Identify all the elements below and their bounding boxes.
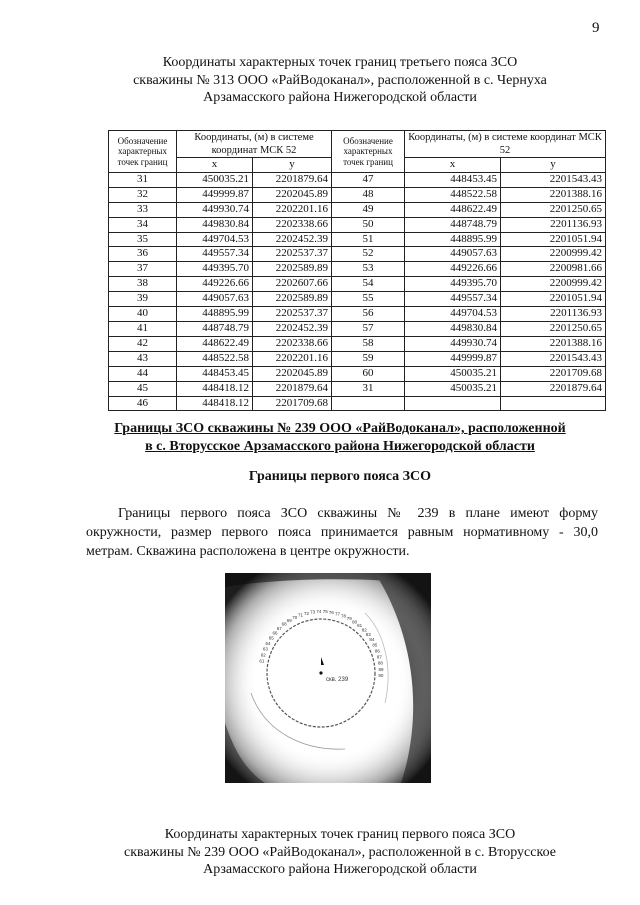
table-cell-y2: 2201543.43 — [501, 172, 606, 187]
point-label: 88 — [377, 660, 383, 666]
table-cell-x1: 448622.49 — [177, 336, 253, 351]
table-cell-p1: 33 — [109, 202, 177, 217]
table-caption-first-zone — [70, 826, 610, 879]
table-cell-p1: 37 — [109, 262, 177, 277]
table-cell-x1: 448522.58 — [177, 351, 253, 366]
table-cell-x1: 449999.87 — [177, 187, 253, 202]
table-cell-y1: 2202201.16 — [253, 351, 332, 366]
table-cell-x1: 448748.79 — [177, 321, 253, 336]
table-cell-x2: 448622.49 — [405, 202, 501, 217]
point-label: 67 — [276, 625, 282, 631]
well-point — [319, 671, 322, 674]
point-label: 85 — [372, 642, 378, 648]
table-cell-y2: 2201250.65 — [501, 202, 606, 217]
table-cell-x1: 449830.84 — [177, 217, 253, 232]
table-cell-x2: 449226.66 — [405, 262, 501, 277]
caption-line: скважины № 239 ООО «РайВодоканал», расположенной в с. Вторусское — [124, 844, 556, 860]
table-cell-y2: 2201051.94 — [501, 232, 606, 247]
table-cell-y1: 2201709.68 — [253, 396, 332, 411]
table-cell-y2: 2200981.66 — [501, 262, 606, 277]
header-point-id: Обозначение характерных точек границ — [332, 131, 405, 173]
table-row — [109, 351, 606, 366]
point-label: 83 — [365, 632, 371, 638]
table-cell-y1: 2202537.37 — [253, 247, 332, 262]
table-cell-y2: 2201250.65 — [501, 321, 606, 336]
header-x: x — [177, 158, 253, 173]
table-row — [109, 187, 606, 202]
point-label: 68 — [281, 621, 287, 627]
table-cell-y1: 2202589.89 — [253, 262, 332, 277]
table-cell-y1: 2202045.89 — [253, 187, 332, 202]
point-label: 90 — [378, 673, 384, 679]
table-row — [109, 172, 606, 187]
table-cell-x1: 449057.63 — [177, 292, 253, 307]
point-label: 80 — [352, 619, 358, 625]
point-label: 63 — [262, 646, 268, 652]
point-label: 62 — [260, 652, 266, 658]
table-body — [109, 172, 606, 411]
table-cell-x1: 448453.45 — [177, 366, 253, 381]
paragraph-text: окружности, размер первого пояса принимается равным нормативному - 30,0 метрам. Скважина расположена в центре окружности. — [86, 525, 598, 559]
point-label: 71 — [297, 612, 304, 618]
table-cell-y2: 2200999.42 — [501, 247, 606, 262]
table-cell-y1: 2202452.39 — [253, 321, 332, 336]
subsection-title: Границы первого пояса ЗСО — [248, 469, 432, 484]
table-cell-p1: 34 — [109, 217, 177, 232]
table-cell-p1: 31 — [109, 172, 177, 187]
point-label: 82 — [361, 627, 367, 633]
table-cell-y2: 2201543.43 — [501, 351, 606, 366]
point-label: 73 — [310, 609, 316, 615]
table-cell-x1: 448418.12 — [177, 396, 253, 411]
table-cell-x2: 448522.58 — [405, 187, 501, 202]
table-cell-y2: 2201136.93 — [501, 307, 606, 322]
table-row — [109, 232, 606, 247]
point-label: 81 — [357, 623, 363, 628]
table-cell-p2: 55 — [332, 292, 405, 307]
table-cell-y2: 2201051.94 — [501, 292, 606, 307]
table-cell-y1: 2201879.64 — [253, 172, 332, 187]
table-cell-x2: 449704.53 — [405, 307, 501, 322]
zone-diagram — [225, 573, 431, 783]
coordinates-table — [108, 130, 606, 411]
table-cell-p2 — [332, 396, 405, 411]
caption-line: скважины № 313 ООО «РайВодоканал», расположенной в с. Чернуха — [133, 72, 547, 88]
table-cell-x2 — [405, 396, 501, 411]
point-label: 86 — [374, 648, 380, 654]
table-cell-x1: 448895.99 — [177, 307, 253, 322]
table-cell-p2: 31 — [332, 381, 405, 396]
table-cell-p1: 40 — [109, 307, 177, 322]
table-row — [109, 202, 606, 217]
table-cell-y1: 2202201.16 — [253, 202, 332, 217]
table-cell-p1: 41 — [109, 321, 177, 336]
section-title — [70, 420, 610, 455]
point-label: 75 — [322, 609, 328, 615]
table-cell-p1: 35 — [109, 232, 177, 247]
header-y: y — [253, 158, 332, 173]
table-cell-x2: 449395.70 — [405, 277, 501, 292]
caption-line: Координаты характерных точек границ третьего пояса ЗСО — [162, 55, 518, 70]
table-cell-y2: 2201879.64 — [501, 381, 606, 396]
point-label: 66 — [272, 630, 278, 636]
table-row — [109, 366, 606, 381]
header-y: y — [501, 158, 606, 173]
table-cell-p1: 32 — [109, 187, 177, 202]
table-cell-p1: 45 — [109, 381, 177, 396]
table-cell-x2: 448748.79 — [405, 217, 501, 232]
table-cell-p1: 36 — [109, 247, 177, 262]
table-cell-x1: 449930.74 — [177, 202, 253, 217]
table-cell-y2: 2200999.42 — [501, 277, 606, 292]
table-row — [109, 336, 606, 351]
header-coordinates: Координаты, (м) в системе координат МСК 52 — [405, 131, 606, 158]
point-label: 78 — [340, 613, 347, 619]
table-cell-x1: 448418.12 — [177, 381, 253, 396]
caption-line: Арзамасского района Нижегородской области — [203, 90, 477, 105]
table-cell-p2: 56 — [332, 307, 405, 322]
body-paragraph — [86, 504, 598, 561]
paragraph-line: Границы первого пояса ЗСО скважины № 239 в плане имеют форму — [118, 506, 598, 521]
table-cell-p2: 59 — [332, 351, 405, 366]
table-cell-y1: 2202537.37 — [253, 307, 332, 322]
table-cell-y1: 2202452.39 — [253, 232, 332, 247]
table-cell-x2: 449557.34 — [405, 292, 501, 307]
table-cell-p2: 50 — [332, 217, 405, 232]
table-cell-p2: 51 — [332, 232, 405, 247]
point-label: 79 — [346, 616, 352, 621]
table-row — [109, 292, 606, 307]
page-number: 9 — [592, 20, 600, 36]
table-cell-y1: 2202607.66 — [253, 277, 332, 292]
table-cell-x2: 448895.99 — [405, 232, 501, 247]
caption-line: Координаты характерных точек границ первого пояса ЗСО — [164, 827, 516, 842]
table-row — [109, 321, 606, 336]
table-cell-y1: 2202338.66 — [253, 217, 332, 232]
header-coordinates: Координаты, (м) в системе координат МСК 52 — [177, 131, 332, 158]
table-cell-x2: 449930.74 — [405, 336, 501, 351]
table-row — [109, 277, 606, 292]
point-label: 65 — [268, 635, 274, 641]
table-cell-x1: 450035.21 — [177, 172, 253, 187]
table-cell-x2: 449830.84 — [405, 321, 501, 336]
table-cell-x2: 449999.87 — [405, 351, 501, 366]
table-cell-p1: 46 — [109, 396, 177, 411]
table-cell-p1: 42 — [109, 336, 177, 351]
table-cell-x2: 450035.21 — [405, 366, 501, 381]
table-cell-y2: 2201388.16 — [501, 336, 606, 351]
table-cell-x1: 449226.66 — [177, 277, 253, 292]
table-row — [109, 217, 606, 232]
table-row — [109, 262, 606, 277]
table-cell-p2: 47 — [332, 172, 405, 187]
point-label: 70 — [292, 615, 298, 621]
point-label: 84 — [369, 637, 375, 643]
table-cell-p2: 60 — [332, 366, 405, 381]
table-cell-p2: 54 — [332, 277, 405, 292]
table-cell-p2: 53 — [332, 262, 405, 277]
table-cell-y1: 2201879.64 — [253, 381, 332, 396]
section-title-line: в с. Вторусское Арзамасского района Нижегородской области — [145, 438, 535, 454]
table-caption-third-zone — [70, 54, 610, 107]
table-cell-y2: 2201388.16 — [501, 187, 606, 202]
table-cell-x2: 450035.21 — [405, 381, 501, 396]
table-cell-p1: 38 — [109, 277, 177, 292]
point-label: 72 — [303, 610, 310, 616]
zone-scan-image — [225, 573, 431, 783]
table-cell-y2 — [501, 396, 606, 411]
table-cell-p2: 48 — [332, 187, 405, 202]
table-cell-y1: 2202045.89 — [253, 366, 332, 381]
table-cell-x2: 448453.45 — [405, 172, 501, 187]
table-cell-y2: 2201136.93 — [501, 217, 606, 232]
table-cell-x2: 449057.63 — [405, 247, 501, 262]
table-cell-y1: 2202589.89 — [253, 292, 332, 307]
caption-line: Арзамасского района Нижегородской области — [203, 862, 477, 877]
table-cell-x1: 449395.70 — [177, 262, 253, 277]
header-x: x — [405, 158, 501, 173]
table-cell-p1: 44 — [109, 366, 177, 381]
table-cell-p2: 58 — [332, 336, 405, 351]
table-cell-y2: 2201709.68 — [501, 366, 606, 381]
table-cell-y1: 2202338.66 — [253, 336, 332, 351]
point-label: 77 — [334, 611, 341, 617]
table-cell-x1: 449704.53 — [177, 232, 253, 247]
point-label: 76 — [328, 609, 334, 615]
header-point-id: Обозначение характерных точек границ — [109, 131, 177, 173]
table-row — [109, 396, 606, 411]
table-cell-p1: 43 — [109, 351, 177, 366]
table-row — [109, 381, 606, 396]
well-label: скв. 239 — [326, 677, 349, 683]
table-cell-p2: 57 — [332, 321, 405, 336]
point-label: 74 — [316, 609, 322, 614]
point-label: 69 — [286, 618, 292, 624]
table-row — [109, 307, 606, 322]
point-label: 87 — [376, 654, 382, 660]
point-label: 89 — [378, 666, 384, 672]
point-label: 64 — [265, 640, 271, 646]
table-cell-x1: 449557.34 — [177, 247, 253, 262]
table-cell-p2: 49 — [332, 202, 405, 217]
table-cell-p1: 39 — [109, 292, 177, 307]
table-cell-p2: 52 — [332, 247, 405, 262]
table-row — [109, 247, 606, 262]
point-label: 61 — [259, 658, 265, 664]
section-title-line: Границы ЗСО скважины № 239 ООО «РайВодоканал», расположенной — [114, 421, 566, 436]
